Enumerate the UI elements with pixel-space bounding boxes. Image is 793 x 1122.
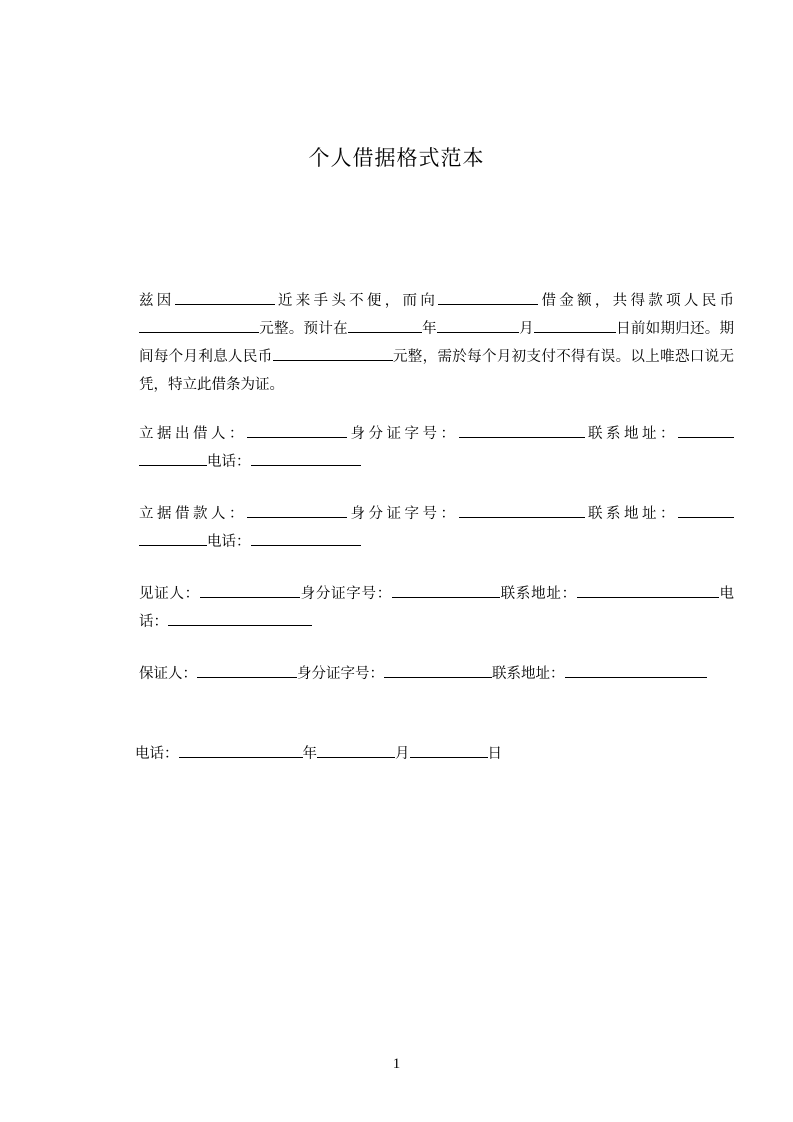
borrower-id-blank[interactable] [459,502,585,518]
guarantor-address-blank[interactable] [565,662,669,678]
month-blank[interactable] [437,317,519,333]
witness-address-blank[interactable] [577,582,681,598]
lender-blank[interactable] [247,422,347,438]
borrower-phone-blank[interactable] [251,530,361,546]
lender-address-blank[interactable] [678,422,734,438]
borrower-address-blank[interactable] [678,502,734,518]
borrower-blank[interactable] [247,502,347,518]
borrower-address-blank-cont[interactable] [139,530,207,546]
lender-name-blank[interactable] [438,289,538,305]
page-number: 1 [392,1056,401,1072]
interest-blank[interactable] [273,345,393,361]
lender-address-blank-cont[interactable] [139,450,207,466]
lender-section: 立据出借人： 身分证字号： 联系地址：电话： [105,420,734,476]
borrower-section: 立据借款人： 身分证字号： 联系地址：电话： [105,500,734,556]
guarantor-blank[interactable] [197,662,297,678]
guarantor-section: 保证人： 身分证字号： 联系地址： [105,660,734,688]
document-title: 个人借据格式范本 [308,146,485,170]
witness-id-blank[interactable] [392,582,500,598]
date-year-blank[interactable] [317,742,395,758]
lender-id-blank[interactable] [459,422,585,438]
guarantor-id-blank[interactable] [384,662,492,678]
date-month-blank[interactable] [410,742,488,758]
witness-phone-blank[interactable] [168,610,312,626]
year-blank[interactable] [348,317,422,333]
witness-section: 见证人： 身分证字号： 联系地址： 电话： [105,580,734,636]
witness-address-blank-cont[interactable] [681,582,719,598]
date-section: 电话： 年 月 日 [105,740,730,768]
day-blank[interactable] [534,317,616,333]
date-phone-blank[interactable] [179,742,303,758]
witness-blank[interactable] [200,582,300,598]
guarantor-address-blank-cont[interactable] [669,662,707,678]
amount-blank[interactable] [139,317,259,333]
intro-paragraph: 兹因 近来手头不便，而向 借金额，共得款项人民币元整。预计在 年 月 日前如期归还。期间每个月利息人民币 元整，需於每个月初支付不得有误。以上唯恐口说无凭，特立此借条为证。 [105,287,734,399]
reason-blank[interactable] [175,289,275,305]
lender-phone-blank[interactable] [251,450,361,466]
